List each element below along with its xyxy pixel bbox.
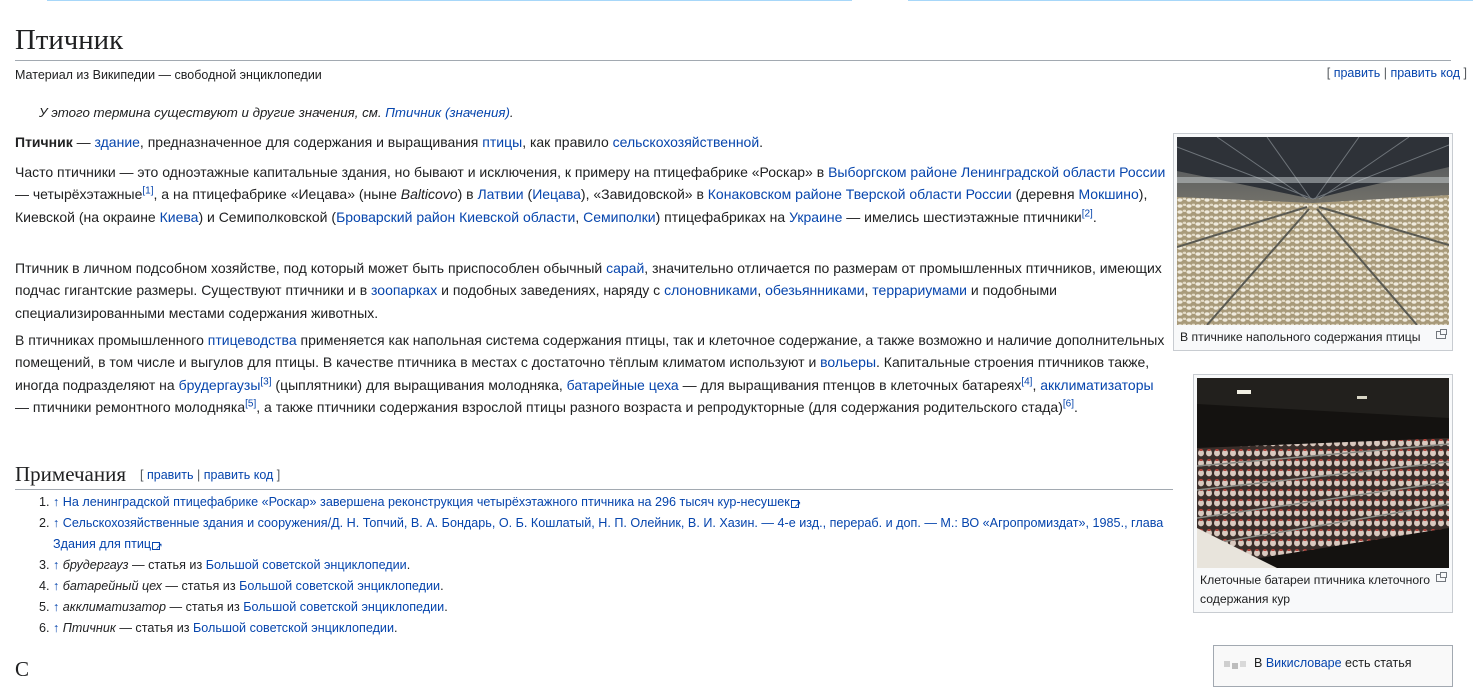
link[interactable]: террариумами: [872, 282, 968, 299]
link[interactable]: Иецава: [532, 186, 581, 203]
wiktionary-link[interactable]: Викисловаре: [1265, 656, 1342, 670]
link[interactable]: Киевской области: [459, 208, 576, 225]
enlarge-icon[interactable]: [1436, 572, 1447, 581]
ref-link[interactable]: [4]: [1021, 376, 1033, 388]
paragraph-3: Птичник в личном подсобном хозяйстве, под который может быть приспособлен обычный сарай, значительно отличается по размерам от промышленных птичников, имеющих подчас гигантские размеры. Существуют птичники и в зоопарках и подобных заведениях, наряду с слоновниками, обезьянниками, террариумами и подобными специализированными местами содержания животных.: [15, 260, 1162, 321]
link[interactable]: птицы: [482, 134, 523, 150]
link[interactable]: птицеводства: [207, 332, 297, 348]
external-link-icon: [152, 540, 162, 549]
link[interactable]: Броварский район: [336, 208, 456, 225]
page-title: Птичник: [15, 22, 1451, 61]
page-edit-links: [ править | править код ]: [1326, 66, 1467, 80]
link[interactable]: Тверской области: [845, 186, 962, 203]
ref-link[interactable]: [2]: [1081, 208, 1093, 220]
next-section-heading: С: [15, 657, 30, 681]
edit-code-link[interactable]: править код: [1390, 66, 1461, 80]
ref-link[interactable]: [1]: [142, 185, 154, 197]
wiktionary-text: В Викисловаре есть статья: [1254, 656, 1412, 670]
link[interactable]: Латвии: [477, 186, 524, 203]
link[interactable]: здание: [94, 134, 140, 150]
reference-link[interactable]: Большой советской энциклопедии: [243, 599, 445, 614]
link[interactable]: батарейные цеха: [566, 376, 679, 393]
reference-link[interactable]: Большой советской энциклопедии: [205, 557, 407, 572]
figure-cage-batteries: [1193, 374, 1453, 613]
link[interactable]: акклиматизаторы: [1040, 376, 1154, 393]
reference-item: 4. ↑ батарейный цех — статья из Большой советской энциклопедии.: [53, 576, 1183, 597]
hatnote: У этого термина существуют и другие значения, см. Птичник (значения).: [39, 105, 514, 120]
reference-item: 5. ↑ акклиматизатор — статья из Большой советской энциклопедии.: [53, 597, 1183, 618]
link[interactable]: Мокшино: [1078, 186, 1139, 203]
wiktionary-logo-icon: [1224, 661, 1246, 671]
ref-backlink[interactable]: ↑: [53, 557, 60, 572]
link[interactable]: вольеры: [820, 354, 877, 371]
ref-backlink[interactable]: ↑: [53, 516, 60, 531]
section-edit-links: [ править | править код ]: [140, 468, 281, 482]
section-edit-link[interactable]: править: [146, 468, 194, 482]
ref-link[interactable]: [3]: [260, 376, 272, 388]
references-list: [15, 492, 1183, 639]
link[interactable]: слоновниками: [664, 282, 758, 299]
external-link-icon: [791, 498, 801, 507]
top-tab-border: [0, 0, 1473, 2]
reference-link[interactable]: На ленинградской птицефабрике «Роскар» завершена реконструкция четырёхэтажного птичника на 296 тысяч кур-несушек↗: [63, 495, 801, 509]
reference-item: [53, 492, 1183, 513]
cage-battery-image[interactable]: [1197, 378, 1449, 568]
figure-caption: В птичнике напольного содержания птицы: [1177, 325, 1449, 347]
ref-backlink[interactable]: ↑: [53, 599, 60, 614]
notes-heading: Примечания [ править | править код ]: [15, 461, 1173, 490]
link[interactable]: Конаковском районе: [707, 186, 842, 203]
link[interactable]: сарай: [606, 260, 645, 276]
reference-link[interactable]: Большой советской энциклопедии: [239, 578, 441, 593]
link[interactable]: Киева: [159, 208, 199, 225]
reference-link[interactable]: Сельскохозяйственные здания и сооружения/Д. Н. Топчий, В. А. Бондарь, О. Б. Кошлатый, Н. П. Олейник, В. И. Хазин. — 4-е изд., перераб. и доп. — М.: ВО «Агропромиздат», 1985., глава Здания для птиц↗: [53, 516, 1163, 551]
paragraph-2: Часто птичники — это одноэтажные капитальные здания, но бывают и исключения, к примеру на птицефабрике «Роскар» в Выборгском районе Ленинградской области России — четырёхэтажные[1], а на птицефабрике «Иецава» (ныне Balticovo) в Латвии (Иецава), «Завидовской» в Конаковском районе Тверской области России (деревня Мокшино), Киевской (на окраине Киева) и Семиполковской (Броварский район Киевской области, Семиполки) птицефабриках на Украине — имелись шестиэтажные птичники[2].: [15, 164, 1166, 225]
ref-backlink[interactable]: ↑: [53, 578, 60, 593]
poultry-house-floor-image[interactable]: [1177, 137, 1449, 325]
ref-link[interactable]: [6]: [1062, 398, 1075, 410]
link[interactable]: Украине: [789, 208, 843, 225]
section-edit-code-link[interactable]: править код: [203, 468, 274, 482]
hatnote-link[interactable]: Птичник (значения): [385, 105, 510, 120]
wiktionary-box: [1213, 645, 1453, 687]
reference-item: [53, 513, 1183, 554]
site-subtitle: Материал из Википедии — свободной энциклопедии: [15, 68, 322, 82]
ref-backlink[interactable]: ↑: [53, 495, 60, 509]
link[interactable]: сельскохозяйственной: [612, 134, 760, 150]
link[interactable]: Семиполки: [583, 208, 656, 225]
enlarge-icon[interactable]: [1436, 329, 1447, 338]
figure-floor-poultry-house: [1173, 133, 1453, 351]
link[interactable]: Выборгском районе: [828, 164, 958, 180]
paragraph-4: В птичниках промышленного птицеводства применяется как напольная система содержания птицы, так и клеточное содержание, а также возможно и наличие дополнительных помещений, в том числе и выгулов для птицы. В качестве птичника в местах с достаточно тёплым климатом используют и вольеры. Капитальные строения птичников также, иногда подразделяют на брудергаузы[3] (цыплятники) для выращивания молодняка, батарейные цеха — для выращивания птенцов в клеточных батареях[4], акклиматизаторы — птичники ремонтного молодняка[5], а также птичники содержания взрослой птицы разного возраста и репродукторные (для содержания родительского стада)[6].: [15, 332, 1165, 416]
ref-link[interactable]: [5]: [245, 398, 257, 410]
edit-link[interactable]: править: [1333, 66, 1381, 80]
link[interactable]: зоопарках: [371, 282, 438, 299]
figure-caption: Клеточные батареи птичника клеточного содержания кур: [1197, 568, 1449, 609]
link[interactable]: Ленинградской области: [961, 164, 1116, 180]
ref-backlink[interactable]: ↑: [53, 621, 60, 636]
paragraph-1: Птичник — здание, предназначенное для содержания и выращивания птицы, как правило сельскохозяйственной.: [15, 134, 764, 150]
reference-link[interactable]: Большой советской энциклопедии: [193, 621, 395, 636]
link[interactable]: России: [1119, 164, 1166, 180]
link[interactable]: обезьянниками: [765, 282, 865, 299]
reference-item: 6. ↑ Птичник — статья из Большой советской энциклопедии.: [53, 618, 1183, 639]
link[interactable]: России: [965, 186, 1012, 203]
link[interactable]: брудергаузы: [178, 376, 261, 393]
reference-item: 3. ↑ брудергауз — статья из Большой советской энциклопедии.: [53, 555, 1183, 576]
